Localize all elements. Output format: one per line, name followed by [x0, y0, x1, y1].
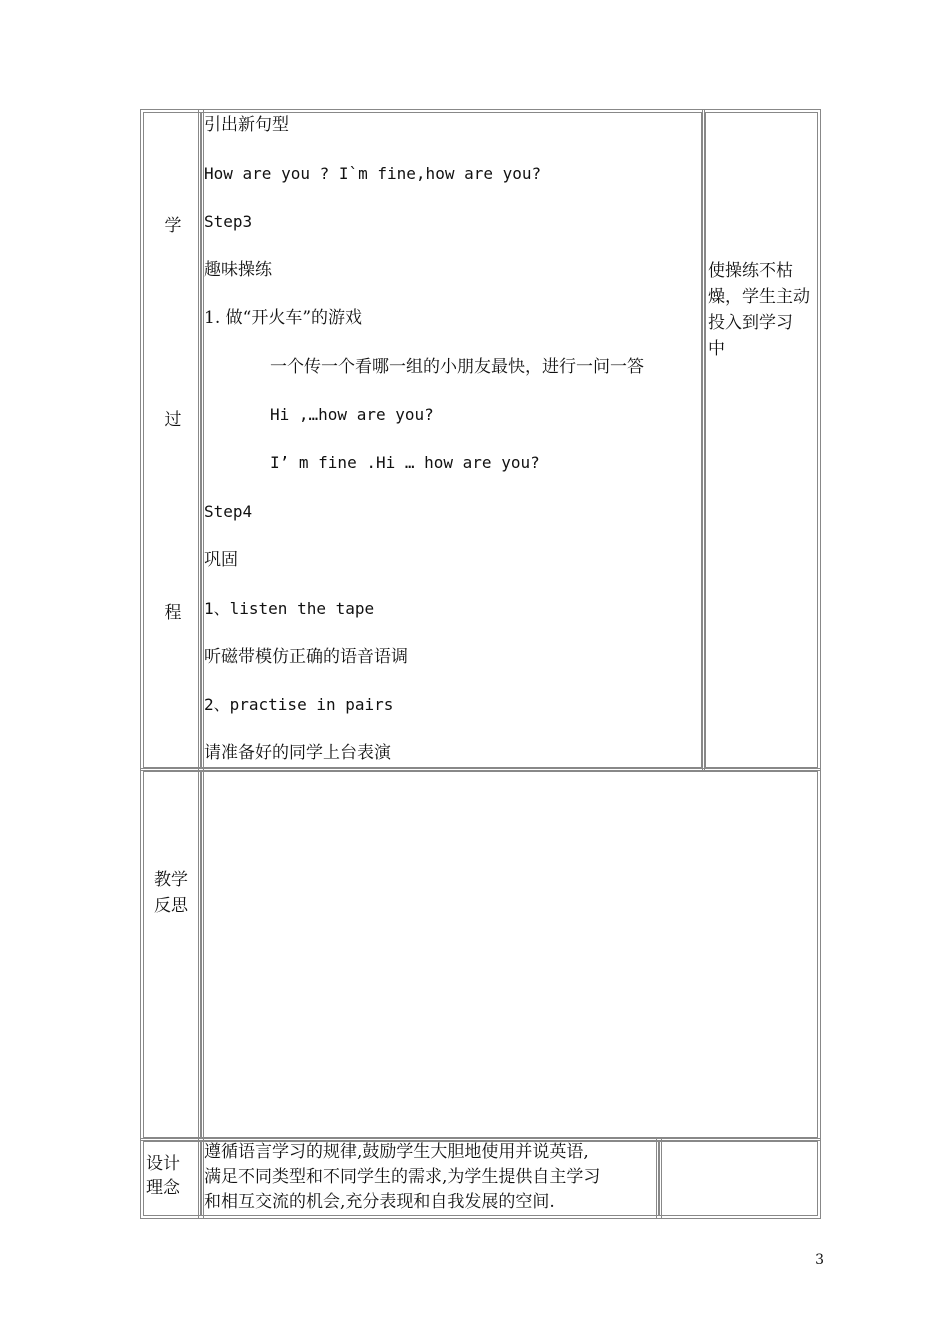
process-line-14: 请准备好的同学上台表演	[204, 743, 391, 763]
design-label	[146, 1152, 180, 1200]
design-text	[204, 1140, 600, 1215]
design-content-cell	[201, 1141, 659, 1216]
process-line-1: 引出新句型	[204, 115, 289, 135]
process-line-13: 2、practise in pairs	[204, 695, 394, 714]
design-line-1: 遵循语言学习的规律,鼓励学生大胆地使用并说英语,	[204, 1142, 589, 1162]
process-line-8: I’ m fine .Hi … how are you?	[270, 453, 540, 472]
design-label-line-1: 设计	[146, 1154, 180, 1174]
design-line-2: 满足不同类型和不同学生的需求,为学生提供自主学习	[204, 1167, 601, 1187]
process-note-cell	[705, 112, 818, 768]
process-line-11: 1、listen the tape	[204, 599, 375, 618]
design-label-cell	[143, 1141, 201, 1216]
process-note-line-4: 中	[708, 339, 725, 359]
process-line-6: 一个传一个看哪一组的小朋友最快，进行一问一答	[270, 357, 644, 377]
process-note	[708, 258, 810, 362]
design-line-3: 和相互交流的机会,充分表现和自我发展的空间.	[204, 1192, 555, 1212]
process-line-2: How are you ? I`m fine,how are you?	[204, 164, 542, 183]
process-line-7: Hi ,…how are you?	[270, 405, 434, 424]
reflection-label	[154, 867, 188, 919]
reflection-content-cell	[201, 771, 818, 1138]
process-label-char-1: 学	[164, 216, 182, 236]
process-label-char-3: 程	[164, 603, 182, 623]
reflection-label-line-1: 教学	[154, 870, 188, 890]
design-label-line-2: 理念	[146, 1178, 180, 1198]
process-note-line-2: 燥，学生主动	[708, 287, 810, 307]
process-line-4: 趣味操练	[204, 260, 272, 280]
reflection-label-cell	[143, 771, 201, 1138]
process-note-line-1: 使操练不枯	[708, 261, 793, 281]
reflection-label-line-2: 反思	[154, 896, 188, 916]
design-empty-cell	[659, 1141, 818, 1216]
process-line-12: 听磁带模仿正确的语音语调	[204, 647, 408, 667]
process-line-9: Step4	[204, 502, 253, 521]
page-number: 3	[815, 1252, 824, 1268]
process-note-line-3: 投入到学习	[708, 313, 793, 333]
process-line-5: 1. 做“开火车”的游戏	[204, 308, 363, 328]
process-content-cell	[201, 112, 702, 768]
process-label-cell	[143, 112, 201, 768]
process-line-3: Step3	[204, 212, 253, 231]
process-line-10: 巩固	[204, 550, 238, 570]
process-label-char-2: 过	[164, 410, 182, 430]
